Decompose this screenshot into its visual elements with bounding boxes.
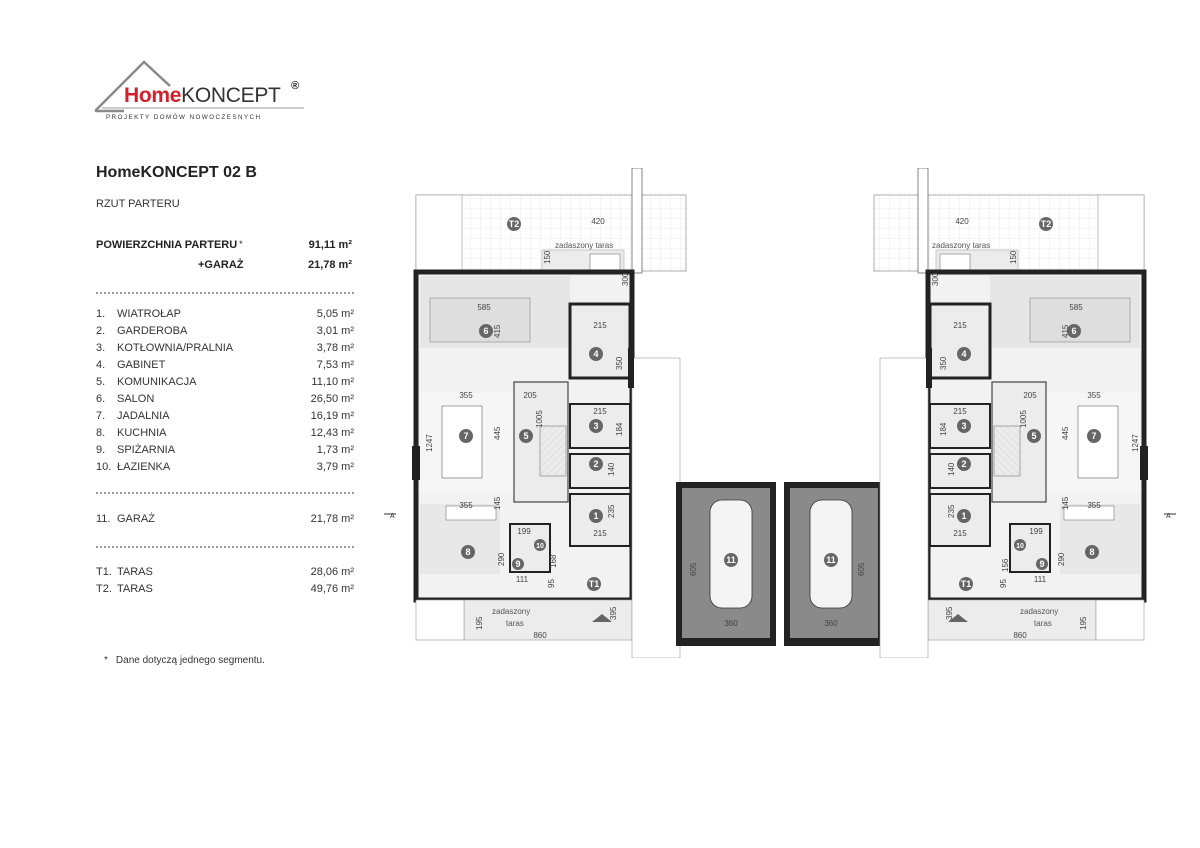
right-segment [874,168,1148,658]
room-row [96,376,354,393]
dimension-label: 111 [515,575,529,584]
covered-terrace-label: zadaszony taras [555,241,614,250]
homekoncept-logo[interactable] [94,56,310,128]
logo-registered-mark: ® [291,80,300,92]
dimension-label: 184 [939,422,948,436]
room-number: 11. [96,513,111,525]
dimension-label: 585 [477,303,491,312]
room-marker-label: 7 [1091,431,1097,441]
window [412,446,420,480]
dimension-label: 205 [523,391,537,400]
garage-list [96,513,354,530]
dimension-label: 195 [475,616,484,630]
room-row [96,342,354,359]
room-name: WIATROŁAP [117,308,181,320]
ground-floor-area-value: 91,11 m² [308,239,352,251]
section-marker-left: A [390,513,395,520]
terrace-edge [1098,195,1144,271]
side-path [632,358,680,658]
room-marker-label: 2 [961,459,967,469]
room-row [96,359,354,376]
logo-brand-light: KONCEPT [181,84,281,107]
ground-floor-plan[interactable] [380,168,1180,658]
dimension-label: 445 [1061,426,1070,440]
room-marker-label: 4 [593,349,599,359]
dimension-label: 184 [615,422,624,436]
room-name: GARDEROBA [117,325,188,337]
room-row [96,566,354,583]
room-marker-label: 5 [1031,431,1037,441]
divider [96,546,354,548]
dimension-label: 215 [953,321,967,330]
dimension-label: 168 [549,554,558,568]
room-marker-label: 4 [961,349,967,359]
dimension-label: 205 [1023,391,1037,400]
stairs-icon [540,426,566,476]
page-title: HomeKONCEPT 02 B [96,164,257,181]
section-marker-right: A [1166,513,1171,520]
room-area: 21,78 m² [310,513,354,525]
room-area: 26,50 m² [310,393,354,405]
terrace-label-t2: T2 [508,219,520,229]
dimension-label: 395 [609,606,618,620]
dimension-label: 199 [517,527,531,536]
dimension-label: 150 [543,250,552,264]
room-row [96,461,354,478]
dimension-label: 95 [547,579,556,588]
room-area: 3,01 m² [316,325,354,337]
dimension-label: 1005 [535,410,544,428]
room-marker-label: 10 [1016,543,1024,550]
room-number: 9. [96,444,106,456]
logo-brand-bold: Home [124,84,182,107]
room-row [96,513,354,530]
room-marker-label: 3 [961,421,967,431]
dimension-label: 420 [591,217,605,226]
dimension-label: 395 [945,606,954,620]
dimension-label: 585 [1069,303,1083,312]
room-name: KUCHNIA [117,427,167,439]
room-row [96,583,354,600]
room-marker-label: 11 [826,555,836,565]
room-number: 1. [96,308,106,320]
dining-table-icon [1078,406,1118,478]
ground-floor-area-label [96,239,243,251]
terrace-label-t1: T1 [588,579,600,589]
dimension-label: 145 [493,496,502,510]
garage-area-value: 21,78 m² [307,259,352,271]
room-number: 6. [96,393,106,405]
dimension-label: 1247 [425,434,434,452]
room-row [96,325,354,342]
logo-wordmark [124,84,281,108]
window [1140,446,1148,480]
terrace-label-t2: T2 [1040,219,1052,229]
garage-area-label: +GARAŻ [198,259,244,271]
dimension-label: 1247 [1131,434,1140,452]
room-row [96,410,354,427]
room-row [96,427,354,444]
left-segment [384,168,686,658]
room-marker-label: 6 [1071,326,1077,336]
divider [96,492,354,494]
dimension-label: 150 [1009,250,1018,264]
footnote-mark: * [104,655,108,666]
terrace-label-t1: T1 [960,579,972,589]
room-name: KOTŁOWNIA/PRALNIA [117,342,234,354]
dimension-label: 156 [1001,558,1010,572]
room-area: 49,76 m² [310,583,354,595]
dimension-label: 860 [533,631,547,640]
dimension-label: 360 [724,619,738,628]
room-area: 16,19 m² [310,410,354,422]
dimension-label: 290 [1057,552,1066,566]
dimension-label: 215 [593,529,607,538]
dimension-label: 300 [931,272,940,286]
room-name: TARAS [117,583,153,595]
dimension-label: 300 [621,272,630,286]
room-marker-label: 1 [593,511,599,521]
dimension-label: 1005 [1019,410,1028,428]
room-number: 10. [96,461,112,473]
room-row [96,308,354,325]
room-area: 3,79 m² [316,461,354,473]
dimension-label: 415 [493,324,502,338]
dimension-label: 145 [1061,496,1070,510]
dimension-label: 860 [1013,631,1027,640]
dimension-label: 195 [1079,616,1088,630]
terrace-edge [416,600,464,640]
room-name: SALON [117,393,155,405]
dimension-label: 215 [953,407,967,416]
room-area: 7,53 m² [316,359,354,371]
room-number: T1. [96,566,112,578]
room-number: 8. [96,427,106,439]
terrace-edge [1096,600,1144,640]
ground-floor-area-text: POWIERZCHNIA PARTERU [96,239,238,251]
room-marker-label: 6 [483,326,489,336]
side-path [880,358,928,658]
dimension-label: 605 [689,562,698,576]
room-area: 3,78 m² [316,342,354,354]
dimension-label: 215 [593,321,607,330]
dimension-label: 355 [1087,391,1101,400]
room-name: GARAŻ [117,513,155,525]
dining-table-icon [442,406,482,478]
room-marker-label: 11 [726,555,736,565]
room-number: 2. [96,325,106,337]
footnote [104,655,265,666]
room-name: JADALNIA [117,410,170,422]
room-number: 5. [96,376,106,388]
covered-terrace-label: zadaszony [492,607,531,616]
terrace-list [96,566,354,600]
room-number: 3. [96,342,106,354]
room-name: GABINET [117,359,166,371]
covered-terrace-label: zadaszony taras [932,241,991,250]
room-marker-label: 3 [593,421,599,431]
room-area: 1,73 m² [316,444,354,456]
dimension-label: 355 [459,391,473,400]
window [628,348,634,388]
divider [96,292,354,294]
room-name: ŁAZIENKA [117,461,171,473]
privacy-wall [918,168,928,273]
dimension-label: 199 [1029,527,1043,536]
privacy-wall [632,168,642,273]
logo-tagline: PROJEKTY DOMÓW NOWOCZESNYCH [106,114,262,121]
dimension-label: 605 [857,562,866,576]
room-row [96,393,354,410]
dimension-label: 215 [953,529,967,538]
room-area: 11,10 m² [311,376,354,388]
room-list [96,308,354,478]
room-name: KOMUNIKACJA [117,376,197,388]
dimension-label: 235 [947,504,956,518]
room-marker-label: 7 [463,431,469,441]
room-number: 7. [96,410,106,422]
dimension-label: 111 [1033,575,1047,584]
room-marker-label: 9 [1039,559,1045,569]
dimension-label: 215 [593,407,607,416]
dimension-label: 95 [999,579,1008,588]
dimension-label: 355 [459,501,473,510]
dimension-label: 350 [939,356,948,370]
room-area: 12,43 m² [310,427,354,439]
dimension-label: 445 [493,426,502,440]
room-marker-label: 9 [515,559,521,569]
dimension-label: 140 [947,462,956,476]
dimension-label: 360 [824,619,838,628]
covered-terrace-label: zadaszony [1020,607,1059,616]
covered-terrace-label: taras [506,619,524,628]
dimension-label: 415 [1061,324,1070,338]
room-marker-label: 2 [593,459,599,469]
room-row [96,444,354,461]
dimension-label: 235 [607,504,616,518]
footnote-text: Dane dotyczą jednego segmentu. [115,655,265,666]
page-subtitle: RZUT PARTERU [96,198,180,210]
stairs-icon [994,426,1020,476]
room-name: SPIŻARNIA [117,444,176,456]
room-marker-label: 1 [961,511,967,521]
room-name: TARAS [117,566,153,578]
dimension-label: 140 [607,462,616,476]
dimension-label: 355 [1087,501,1101,510]
room-area: 28,06 m² [310,566,354,578]
dimension-label: 420 [955,217,969,226]
terrace-edge [416,195,462,271]
room-number: T2. [96,583,112,595]
room-area: 5,05 m² [316,308,354,320]
room-marker-label: 8 [1089,547,1095,557]
room-marker-label: 5 [523,431,529,441]
covered-terrace-label: taras [1034,619,1052,628]
room-marker-label: 10 [536,543,544,550]
room-number: 4. [96,359,106,371]
dimension-label: 350 [615,356,624,370]
ground-floor-area-footnote-mark: * [239,239,243,249]
room-marker-label: 8 [465,547,471,557]
window [926,348,932,388]
garages [676,482,884,646]
dimension-label: 290 [497,552,506,566]
